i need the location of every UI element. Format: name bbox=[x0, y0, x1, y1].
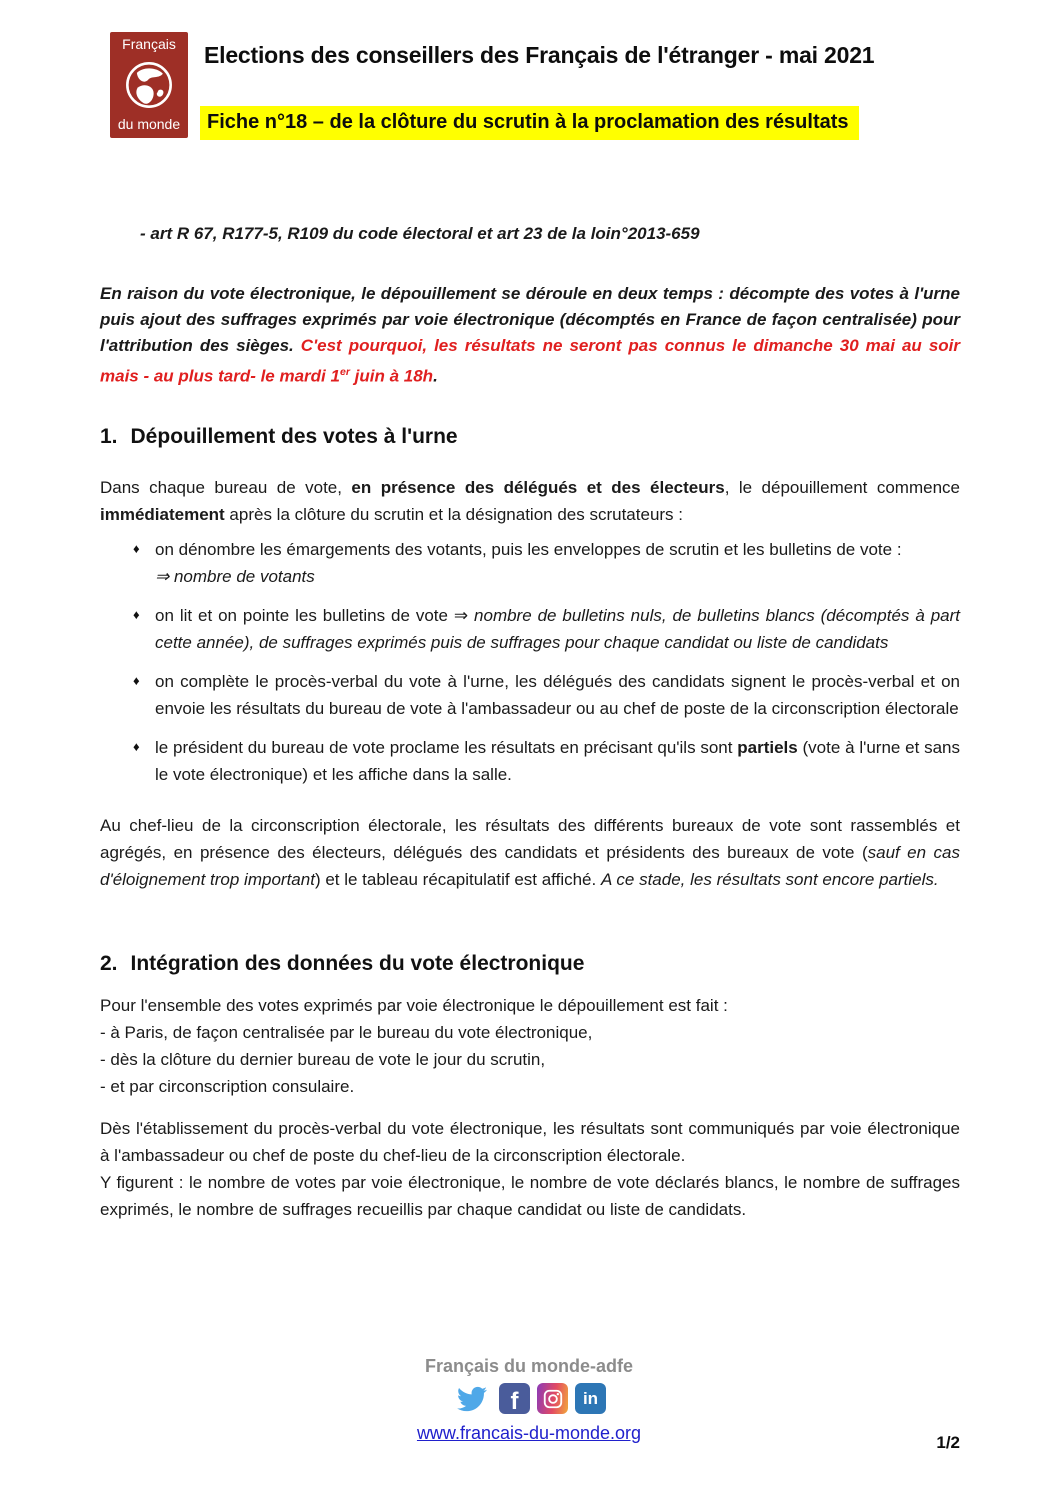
intro-period: . bbox=[433, 366, 438, 386]
bullet4-lead: le président du bureau de vote proclame les résultats en précisant qu'ils sont bbox=[155, 738, 738, 757]
diamond-icon: ♦ bbox=[133, 739, 140, 754]
bullet4-bold: partiels bbox=[737, 738, 798, 757]
bullet-item bbox=[133, 734, 960, 788]
section2-title: Intégration des données du vote électronique bbox=[130, 952, 585, 975]
paragraph-line: Pour l'ensemble des votes exprimés par voie électronique le dépouillement est fait : bbox=[100, 996, 728, 1015]
section1-intro-bold2: immédiatement bbox=[100, 505, 225, 524]
bullet-text bbox=[155, 602, 960, 656]
paragraph-line: - à Paris, de façon centralisée par le bureau du vote électronique, bbox=[100, 1023, 593, 1042]
bullet-item bbox=[133, 602, 960, 656]
section1-intro-bold1: en présence des délégués et des électeurs bbox=[351, 478, 725, 497]
globe-icon bbox=[123, 59, 175, 111]
section1-intro-text2: , le dépouillement commence bbox=[724, 478, 960, 497]
closing-text2: ) et le tableau récapitulatif est affiché. bbox=[314, 870, 601, 889]
bullet2-italic: nombre de bulletins nuls, de bulletins blancs (décomptés à part cette année), de suffrages exprimés puis de suffrages pour chaque candidat ou liste de candidats bbox=[155, 606, 960, 652]
closing-text1: Au chef-lieu de la circonscription électorale, les résultats des différents bureaux de vote sont rassemblés et agrégés, en présence des électeurs, délégués des candidats et présidents des bureaux de vote ( bbox=[100, 816, 960, 862]
intro-text-red: C'est pourquoi, les résultats ne seront pas connus le dimanche 30 mai au soir mais - au plus tard- le mardi 1 bbox=[100, 336, 960, 386]
section2-paragraph-3: Y figurent : le nombre de votes par voie électronique, le nombre de vote déclarés blancs, le nombre de suffrages exprimés, le nombre de suffrages recueillis par chaque candidat ou liste de candidats. bbox=[100, 1173, 960, 1219]
section2-paragraph-1 bbox=[100, 992, 960, 1100]
bullet-text bbox=[155, 536, 960, 590]
page-number: 1/2 bbox=[936, 1433, 960, 1452]
intro-text-black: En raison du vote électronique, le dépouillement se déroule en deux temps : décompte des votes à l'urne puis ajout des suffrages exprimés par voie électronique (décomptés en France de façon centralisée) pour l'attribution des sièges. bbox=[100, 284, 960, 355]
intro-text-red-end: juin à 18h bbox=[349, 366, 434, 386]
bullet1-text: on dénombre les émargements des votants, puis les enveloppes de scrutin et les bulletins de vote : bbox=[155, 540, 902, 559]
linkedin-icon[interactable]: in bbox=[575, 1383, 606, 1414]
twitter-icon[interactable] bbox=[452, 1383, 492, 1414]
section1-heading bbox=[100, 425, 458, 449]
section1-closing bbox=[100, 812, 960, 893]
legal-reference: - art R 67, R177-5, R109 du code électoral et art 23 de la loin°2013-659 bbox=[140, 224, 700, 243]
section1-intro-text3: après la clôture du scrutin et la désignation des scrutateurs : bbox=[224, 505, 684, 524]
bullet2-lead: on lit et on pointe les bulletins de vote ⇒ bbox=[155, 606, 475, 625]
section1-intro-text: Dans chaque bureau de vote, bbox=[100, 478, 352, 497]
page-title: Elections des conseillers des Français de l'étranger - mai 2021 bbox=[204, 42, 875, 68]
diamond-icon: ♦ bbox=[133, 607, 140, 622]
facebook-icon[interactable]: f bbox=[499, 1383, 530, 1414]
bullet1-result: ⇒ nombre de votants bbox=[155, 567, 315, 586]
closing-italic2: A ce stade, les résultats sont encore partiels. bbox=[600, 870, 939, 889]
paragraph-line: - dès la clôture du dernier bureau de vote le jour du scrutin, bbox=[100, 1050, 546, 1069]
bullet-text bbox=[155, 734, 960, 788]
intro-paragraph bbox=[100, 281, 960, 390]
bullet-list bbox=[133, 536, 960, 800]
closing-italic1: sauf en cas d'éloignement trop important bbox=[100, 843, 960, 889]
section2-heading bbox=[100, 952, 584, 976]
logo-text-top: Français bbox=[122, 36, 176, 52]
section1-title: Dépouillement des votes à l'urne bbox=[130, 425, 458, 448]
intro-superscript: er bbox=[339, 366, 350, 378]
bullet-item bbox=[133, 668, 960, 722]
francais-du-monde-logo bbox=[110, 32, 188, 138]
bullet-text: on complète le procès-verbal du vote à l'urne, les délégués des candidats signent le procès-verbal et on envoie les résultats du bureau de vote à l'ambassadeur ou au chef de poste de la circonscription électorale bbox=[155, 672, 960, 718]
section2-paragraph-2: Dès l'établissement du procès-verbal du vote électronique, les résultats sont communiqués par voie électronique à l'ambassadeur ou chef de poste du chef-lieu de la circonscription électorale. bbox=[100, 1119, 960, 1165]
site-link[interactable]: www.francais-du-monde.org bbox=[416, 1423, 642, 1443]
paragraph-line: - et par circonscription consulaire. bbox=[100, 1077, 355, 1096]
page-subtitle: Fiche n°18 – de la clôture du scrutin à la proclamation des résultats bbox=[200, 106, 859, 140]
bullet-item bbox=[133, 536, 960, 590]
page-footer bbox=[0, 1356, 1058, 1444]
section2-number: 2. bbox=[100, 952, 118, 975]
social-icons bbox=[0, 1383, 1058, 1414]
diamond-icon: ♦ bbox=[133, 541, 140, 556]
section1-number: 1. bbox=[100, 425, 118, 448]
logo-text-bottom: du monde bbox=[117, 116, 181, 132]
instagram-icon[interactable] bbox=[537, 1383, 568, 1414]
bullet4-tail: (vote à l'urne et sans le vote électronique) et les affiche dans la salle. bbox=[155, 738, 961, 784]
section1-intro bbox=[100, 474, 960, 528]
diamond-icon: ♦ bbox=[133, 673, 140, 688]
footer-brand: Français du monde-adfe bbox=[424, 1356, 634, 1376]
